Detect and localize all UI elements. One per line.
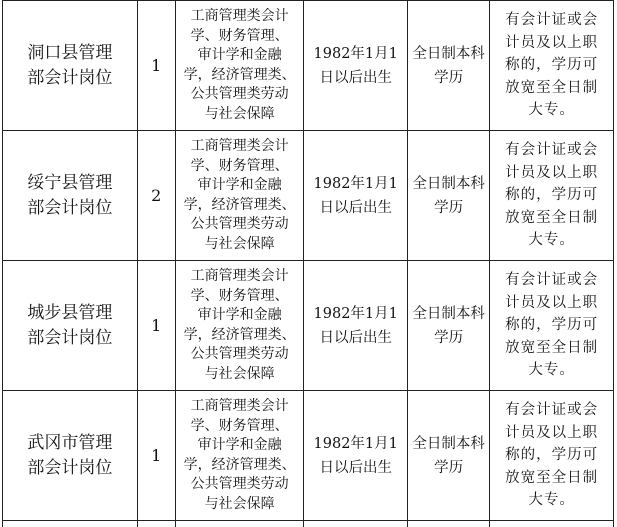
notes-cell [490,261,614,391]
majors-text: 工商管理类会计 学、财务管理、 审计学和金融 学，经济管理类、 公共管理类劳动 与社会保障 [183,8,296,122]
position-cell [3,261,138,391]
count-cell [137,391,175,521]
education-cell [407,261,489,391]
majors-text: 工商管理类会计 学、财务管理、 审计学和金融 学，经济管理类、 公共管理类劳动 与社会保障 [183,268,296,382]
recruitment-table [2,0,614,527]
majors-cell [175,391,304,521]
age-text: 1982年1月1 日以后出生 [313,435,398,476]
table-row [3,261,614,391]
count-cell [137,131,175,261]
table-row-partial [3,521,614,527]
position-cell [3,1,138,131]
partial-cell [407,521,489,527]
age-cell [304,131,408,261]
education-cell [407,131,489,261]
partial-cell [304,521,408,527]
position-text: 武冈市管理 部会计岗位 [27,432,113,478]
partial-cell [3,521,138,527]
count-text: 1 [151,56,162,75]
notes-text: 有会计证或会 计员及以上职 称的，学历可 放宽至全日制 大专。 [505,272,599,379]
table-row [3,1,614,131]
education-text: 全日制本科 学历 [412,435,485,476]
partial-cell [175,521,304,527]
notes-text: 有会计证或会 计员及以上职 称的，学历可 放宽至全日制 大专。 [505,142,599,249]
age-text: 1982年1月1 日以后出生 [313,305,398,346]
notes-cell [490,131,614,261]
notes-text: 有会计证或会 计员及以上职 称的，学历可 放宽至全日制 大专。 [505,12,599,119]
count-text: 2 [151,186,162,205]
position-text: 城步县管理 部会计岗位 [27,302,113,348]
count-text: 1 [151,446,162,465]
majors-cell [175,1,304,131]
table-row [3,391,614,521]
position-text: 绥宁县管理 部会计岗位 [27,172,113,218]
age-cell [304,261,408,391]
age-text: 1982年1月1 日以后出生 [313,175,398,216]
count-text: 1 [151,316,162,335]
education-text: 全日制本科 学历 [412,175,485,216]
education-text: 全日制本科 学历 [412,45,485,86]
count-cell [137,261,175,391]
age-text: 1982年1月1 日以后出生 [313,45,398,86]
education-cell [407,1,489,131]
education-cell [407,391,489,521]
majors-cell [175,261,304,391]
count-cell [137,1,175,131]
position-text: 洞口县管理 部会计岗位 [27,42,113,88]
position-cell [3,391,138,521]
notes-text: 有会计证或会 计员及以上职 称的，学历可 放宽至全日制 大专。 [505,402,599,509]
majors-text: 工商管理类会计 学、财务管理、 审计学和金融 学，经济管理类、 公共管理类劳动 与社会保障 [183,398,296,512]
partial-cell [490,521,614,527]
age-cell [304,1,408,131]
notes-cell [490,1,614,131]
majors-cell [175,131,304,261]
majors-text: 工商管理类会计 学、财务管理、 审计学和金融 学，经济管理类、 公共管理类劳动 与社会保障 [183,138,296,252]
partial-cell [137,521,175,527]
position-cell [3,131,138,261]
education-text: 全日制本科 学历 [412,305,485,346]
notes-cell [490,391,614,521]
table-row [3,131,614,261]
age-cell [304,391,408,521]
